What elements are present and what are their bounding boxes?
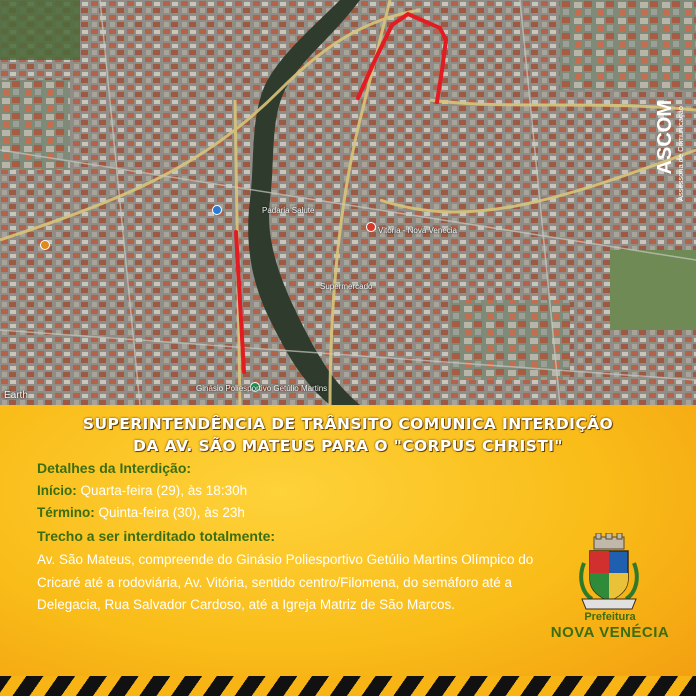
prefeitura-label: Prefeitura [584,611,636,623]
stretch-title: Trecho a ser interditado totalmente: [37,528,276,544]
ascom-logo-subtitle: Assessoria de Comunicação [676,106,685,202]
end-value: Quinta-feira (30), às 23h [94,505,245,520]
place-label-2: Vitória - Nova Venécia [378,226,458,235]
end-label: Término: [37,505,95,520]
headline-line-1: SUPERINTENDÊNCIA DE TRÂNSITO COMUNICA INTERDIÇÃO [82,415,614,433]
hazard-stripe [0,676,696,696]
headline [20,413,676,457]
ascom-logo [648,100,688,220]
info-panel [0,405,696,696]
headline-line-2: DA AV. SÃO MATEUS PARA O "CORPUS CHRISTI" [133,437,563,455]
place-label-1: Padaria Salute [262,206,315,215]
end-line [37,505,245,520]
details-title: Detalhes da Interdição: [37,460,192,476]
coat-of-arms-icon [578,533,640,613]
stretch-description: Av. São Mateus, compreende do Ginásio Poliesportivo Getúlio Martins Olímpico do Cricaré até a rodoviária, Av. Vitória, sentido centro/Filomena, do semáforo até a Delegacia, Rua Salvador Cardoso, até a Igreja Matriz de São Marcos. [37,552,534,612]
earth-label: Earth [4,390,28,401]
ascom-logo-text: ASCOM [654,100,676,175]
map-pin-blue [212,205,222,215]
map-pin-orange [40,240,50,250]
city-name-label: NOVA VENÉCIA [550,624,670,641]
place-label-3: Supermercado [320,282,373,291]
map-pin-red [366,222,376,232]
place-label-4: Ginásio Poliesportivo Getúlio Martins [196,384,328,393]
start-line [37,483,247,498]
start-label: Início: [37,483,77,498]
start-value: Quarta-feira (29), às 18:30h [76,483,248,498]
